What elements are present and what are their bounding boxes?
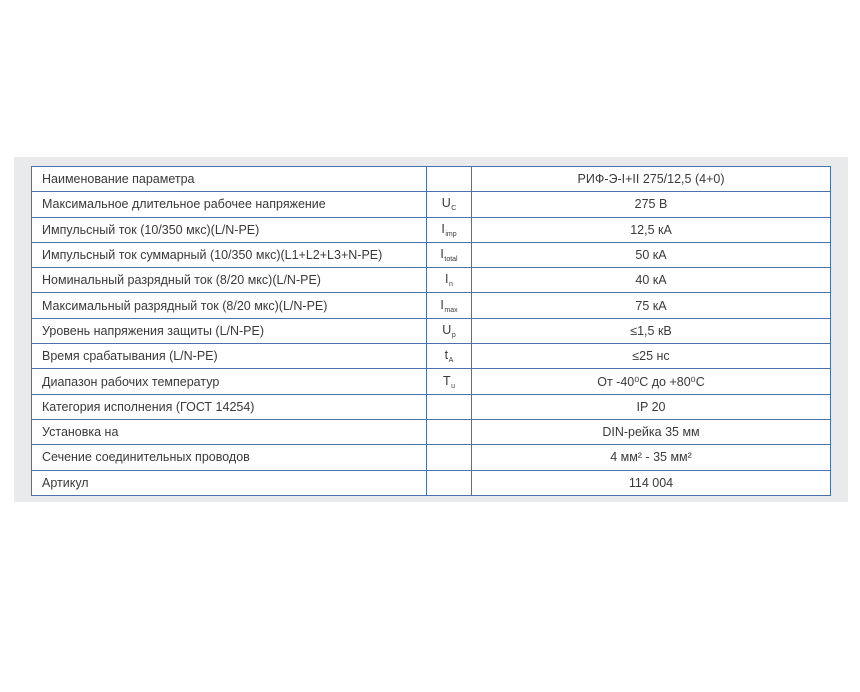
table-row	[32, 192, 831, 217]
symbol: t	[444, 348, 449, 363]
param-symbol-cell	[427, 167, 472, 192]
param-value-cell: От -40⁰С до +80⁰С	[472, 369, 831, 394]
param-name-cell: Диапазон рабочих температур	[32, 369, 427, 394]
param-symbol-cell	[427, 268, 472, 293]
table-row	[32, 445, 831, 470]
param-value-cell: ≤25 нс	[472, 344, 831, 369]
table-row	[32, 470, 831, 495]
param-name-cell: Максимальный разрядный ток (8/20 мкс)(L/N-PE)	[32, 293, 427, 318]
symbol-subscript: A	[448, 357, 454, 365]
table-row	[32, 167, 831, 192]
table-row	[32, 217, 831, 242]
param-value-cell: 275 В	[472, 192, 831, 217]
param-name-cell: Категория исполнения (ГОСТ 14254)	[32, 394, 427, 419]
symbol-subscript: p	[451, 331, 456, 339]
table-row	[32, 268, 831, 293]
param-symbol-cell	[427, 470, 472, 495]
param-symbol-cell	[427, 445, 472, 470]
param-symbol-cell	[427, 217, 472, 242]
param-value-cell: РИФ-Э-I+II 275/12,5 (4+0)	[472, 167, 831, 192]
symbol: I	[445, 272, 449, 287]
symbol-subscript: total	[444, 256, 458, 264]
param-value-cell: IP 20	[472, 394, 831, 419]
param-name-cell: Время срабатывания (L/N-PE)	[32, 344, 427, 369]
param-name-cell: Уровень напряжения защиты (L/N-PE)	[32, 318, 427, 343]
symbol: T	[442, 373, 451, 388]
table-row	[32, 293, 831, 318]
param-value-cell: 75 кА	[472, 293, 831, 318]
table-row	[32, 344, 831, 369]
symbol: I	[440, 297, 444, 312]
symbol-subscript: max	[444, 306, 458, 314]
param-value-cell: 12,5 кА	[472, 217, 831, 242]
table-row	[32, 394, 831, 419]
symbol-subscript: u	[451, 382, 456, 390]
symbol: U	[441, 196, 451, 211]
spec-table	[31, 166, 831, 496]
symbol: U	[442, 322, 452, 337]
param-symbol-cell	[427, 419, 472, 444]
symbol: I	[441, 221, 445, 236]
param-symbol-cell	[427, 344, 472, 369]
param-symbol-cell	[427, 318, 472, 343]
param-value-cell: DIN-рейка 35 мм	[472, 419, 831, 444]
param-value-cell: 40 кА	[472, 268, 831, 293]
table-row	[32, 369, 831, 394]
param-value-cell: 114 004	[472, 470, 831, 495]
param-value-cell: ≤1,5 кВ	[472, 318, 831, 343]
param-name-cell: Номинальный разрядный ток (8/20 мкс)(L/N-PE)	[32, 268, 427, 293]
symbol: I	[440, 247, 444, 262]
param-symbol-cell	[427, 369, 472, 394]
table-row	[32, 242, 831, 267]
param-name-cell: Артикул	[32, 470, 427, 495]
table-row	[32, 318, 831, 343]
param-name-cell: Максимальное длительное рабочее напряжение	[32, 192, 427, 217]
param-name-cell: Сечение соединительных проводов	[32, 445, 427, 470]
param-value-cell: 50 кА	[472, 242, 831, 267]
param-name-cell: Импульсный ток суммарный (10/350 мкс)(L1+L2+L3+N-PE)	[32, 242, 427, 267]
param-symbol-cell	[427, 192, 472, 217]
param-name-cell: Установка на	[32, 419, 427, 444]
param-name-cell: Импульсный ток (10/350 мкс)(L/N-PE)	[32, 217, 427, 242]
symbol-subscript: n	[449, 281, 453, 289]
symbol-subscript: imp	[445, 230, 457, 238]
param-value-cell: 4 мм² - 35 мм²	[472, 445, 831, 470]
table-row	[32, 419, 831, 444]
param-symbol-cell	[427, 394, 472, 419]
param-symbol-cell	[427, 242, 472, 267]
param-symbol-cell	[427, 293, 472, 318]
symbol-subscript: C	[451, 205, 457, 213]
param-name-cell: Наименование параметра	[32, 167, 427, 192]
